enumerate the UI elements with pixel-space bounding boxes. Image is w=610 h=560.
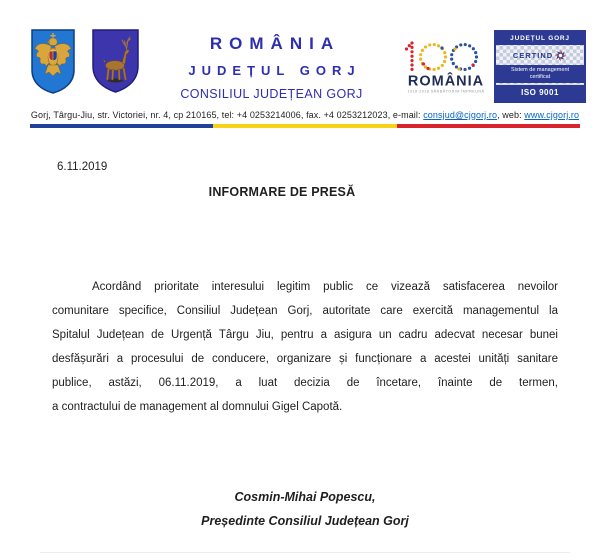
document-title: INFORMARE DE PRESĂ: [208, 184, 356, 199]
letterhead: [0, 0, 610, 103]
romania-coat-of-arms-icon: [30, 28, 76, 95]
badge-standard: ISO 9001: [496, 85, 584, 101]
body-line: Spitalul Județean de Urgență Târgu Jiu, pentru a asigura un cadru adecvat necesar bunei: [52, 328, 558, 341]
badge-header: JUDEȚUL GORJ: [496, 32, 584, 45]
iso-9001-badge: [494, 30, 586, 103]
certind-pinwheel-icon: [554, 49, 567, 62]
certind-label: CERTIND: [512, 50, 554, 60]
logo-group: [403, 30, 586, 103]
letterhead-titles: [140, 28, 403, 101]
signatory-name: Cosmin-Mihai Popescu,: [234, 489, 376, 504]
body-line: comunitare specifice, Consiliul Județean Gorj, autoritate care exercită managementul la: [52, 304, 558, 317]
body-line: publice, astăzi, 06.11.2019, a luat decizia de încetare, înainte de termen,: [52, 376, 558, 389]
badge-body: [496, 45, 584, 65]
website-link[interactable]: www.cjgorj.ro: [524, 109, 580, 120]
press-release-body: [52, 275, 558, 419]
body-line: desfășurări a procesului de conducere, organizare și funcționare a acestei unități sanitare: [52, 352, 558, 365]
web-label: , web:: [497, 109, 525, 120]
signatory-role: Președinte Consiliul Județean Gorj: [201, 513, 409, 528]
flag-red-segment: [397, 124, 580, 128]
coat-of-arms-group: [30, 28, 140, 95]
gorj-coat-of-arms-icon: [91, 28, 140, 94]
council-title: CONSILIUL JUDEȚEAN GORJ: [180, 87, 363, 101]
contact-line: [0, 110, 610, 120]
centenary-name: ROMÂNIA: [407, 73, 485, 90]
badge-caption-line2: certificat: [529, 73, 551, 80]
centenary-100-logo: [403, 30, 489, 96]
county-title: JUDEȚUL GORJ: [188, 63, 361, 78]
page-footer-rule: [40, 552, 570, 553]
badge-caption-line1: Sistem de management: [510, 66, 570, 73]
flag-yellow-segment: [213, 124, 396, 128]
country-title: ROMÂNIA: [209, 34, 341, 53]
badge-caption: [496, 65, 584, 83]
body-line: a contractului de management al domnului Gigel Capotă.: [52, 400, 343, 413]
centenary-tagline: 1918-2018 SĂRBĂTORIM ÎMPREUNĂ: [407, 89, 485, 94]
flag-divider: [30, 124, 580, 128]
body-line: Acordând prioritate interesului legitim public ce vizează satisfacerea nevoilor: [92, 280, 558, 293]
contact-text: Gorj, Târgu-Jiu, str. Victoriei, nr. 4, cp 210165, tel: +4 0253214006, fax. +4 0253212023, e-mail:: [30, 109, 424, 120]
document-date: 6.11.2019: [57, 160, 108, 173]
signature-block: [0, 490, 610, 528]
email-link[interactable]: consjud@cjgorj.ro: [423, 109, 498, 120]
flag-blue-segment: [30, 124, 213, 128]
